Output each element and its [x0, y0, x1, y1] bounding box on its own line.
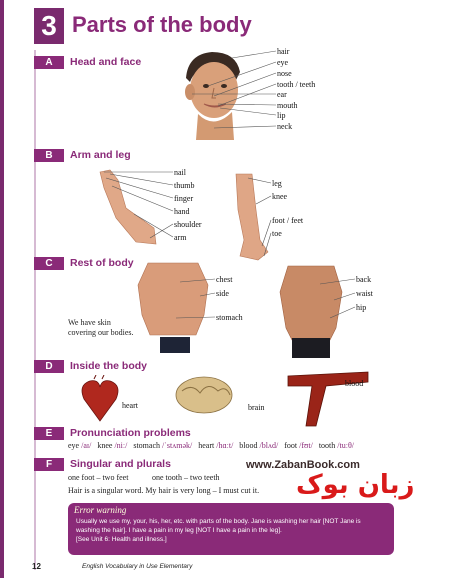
label-thumb: thumb [174, 181, 195, 190]
label-blood: blood [345, 379, 364, 388]
label-nose: nose [277, 69, 292, 78]
pron-word: heart [198, 441, 215, 450]
section-e-badge: E [34, 427, 64, 440]
label-hair: hair [277, 47, 290, 56]
label-heart: heart [122, 401, 138, 410]
label-back: back [356, 275, 372, 284]
torso-back-illustration [278, 258, 344, 360]
label-waist: waist [356, 289, 373, 298]
label-side: side [216, 289, 229, 298]
pron-word: blood [239, 441, 258, 450]
pron-ipa: /ˈstʌmək/ [162, 441, 193, 450]
label-neck: neck [277, 122, 293, 131]
label-arm: arm [174, 233, 187, 242]
brain-illustration [174, 373, 238, 417]
label-toe: toe [272, 229, 282, 238]
hair-singular-note: Hair is a singular word. My hair is very long – I must cut it. [68, 486, 260, 495]
watermark-url: www.ZabanBook.com [246, 459, 360, 471]
label-tooth: tooth / teeth [277, 80, 316, 89]
label-leg: leg [272, 179, 282, 188]
plural-example-feet: one foot – two feet [68, 473, 129, 482]
label-knee: knee [272, 192, 288, 201]
error-warning-heading: Error warning [74, 505, 127, 515]
left-margin-rule [34, 50, 36, 570]
label-shoulder: shoulder [174, 220, 202, 229]
pron-ipa: /fʊt/ [299, 441, 313, 450]
label-stomach: stomach [216, 313, 243, 322]
skin-note: We have skin covering our bodies. [68, 318, 134, 337]
page-accent-bar [0, 0, 4, 578]
section-d-title: Inside the body [70, 360, 148, 372]
pron-word: stomach [133, 441, 160, 450]
leg-illustration [230, 170, 274, 262]
label-eye: eye [277, 58, 289, 67]
pron-word: foot [284, 441, 298, 450]
section-b-title: Arm and leg [70, 149, 131, 161]
plural-example-teeth: one tooth – two teeth [152, 473, 220, 482]
pron-ipa: /aɪ/ [81, 441, 92, 450]
label-hand: hand [174, 207, 190, 216]
unit-number: 3 [34, 8, 64, 44]
label-foot: foot / feet [272, 216, 304, 225]
label-mouth: mouth [277, 101, 298, 110]
pron-ipa: /niː/ [114, 441, 128, 450]
section-b-badge: B [34, 149, 64, 162]
torso-front-illustration [134, 255, 212, 353]
pron-word: tooth [318, 441, 336, 450]
section-d-badge: D [34, 360, 64, 373]
section-f-title: Singular and plurals [70, 458, 171, 470]
pronunciation-line [68, 441, 354, 450]
head-illustration [178, 48, 248, 140]
unit-title: Parts of the body [72, 12, 252, 37]
arm-illustration [96, 168, 160, 246]
label-nail: nail [174, 168, 186, 177]
pron-word: eye [68, 441, 80, 450]
label-chest: chest [216, 275, 233, 284]
heart-illustration [80, 375, 120, 423]
section-c-title: Rest of body [70, 257, 134, 269]
pron-ipa: /hɑːt/ [216, 441, 234, 450]
label-hip: hip [356, 303, 367, 312]
label-ear: ear [277, 90, 287, 99]
label-lip: lip [277, 111, 286, 120]
error-warning-see: [See Unit 6: Health and illness.] [76, 536, 167, 543]
section-e-title: Pronunciation problems [70, 427, 191, 439]
section-a-title: Head and face [70, 56, 142, 68]
section-f-badge: F [34, 458, 64, 471]
page-number: 12 [32, 562, 41, 571]
error-warning-box [68, 503, 394, 555]
pron-word: knee [97, 441, 113, 450]
error-warning-body: Usually we use my, your, his, her, etc. with parts of the body. Jane is washing her hair [NOT Jane is washing the hair]. I have a pain in my leg [NOT I have a pain in the leg]. [76, 518, 361, 534]
pron-ipa: /blʌd/ [259, 441, 279, 450]
section-a-badge: A [34, 56, 64, 69]
label-brain: brain [248, 403, 265, 412]
watermark-logo: زبان بوک [296, 470, 415, 500]
label-finger: finger [174, 194, 194, 203]
section-c-badge: C [34, 257, 64, 270]
book-title: English Vocabulary in Use Elementary [82, 563, 193, 570]
pron-ipa: /tuːθ/ [337, 441, 355, 450]
